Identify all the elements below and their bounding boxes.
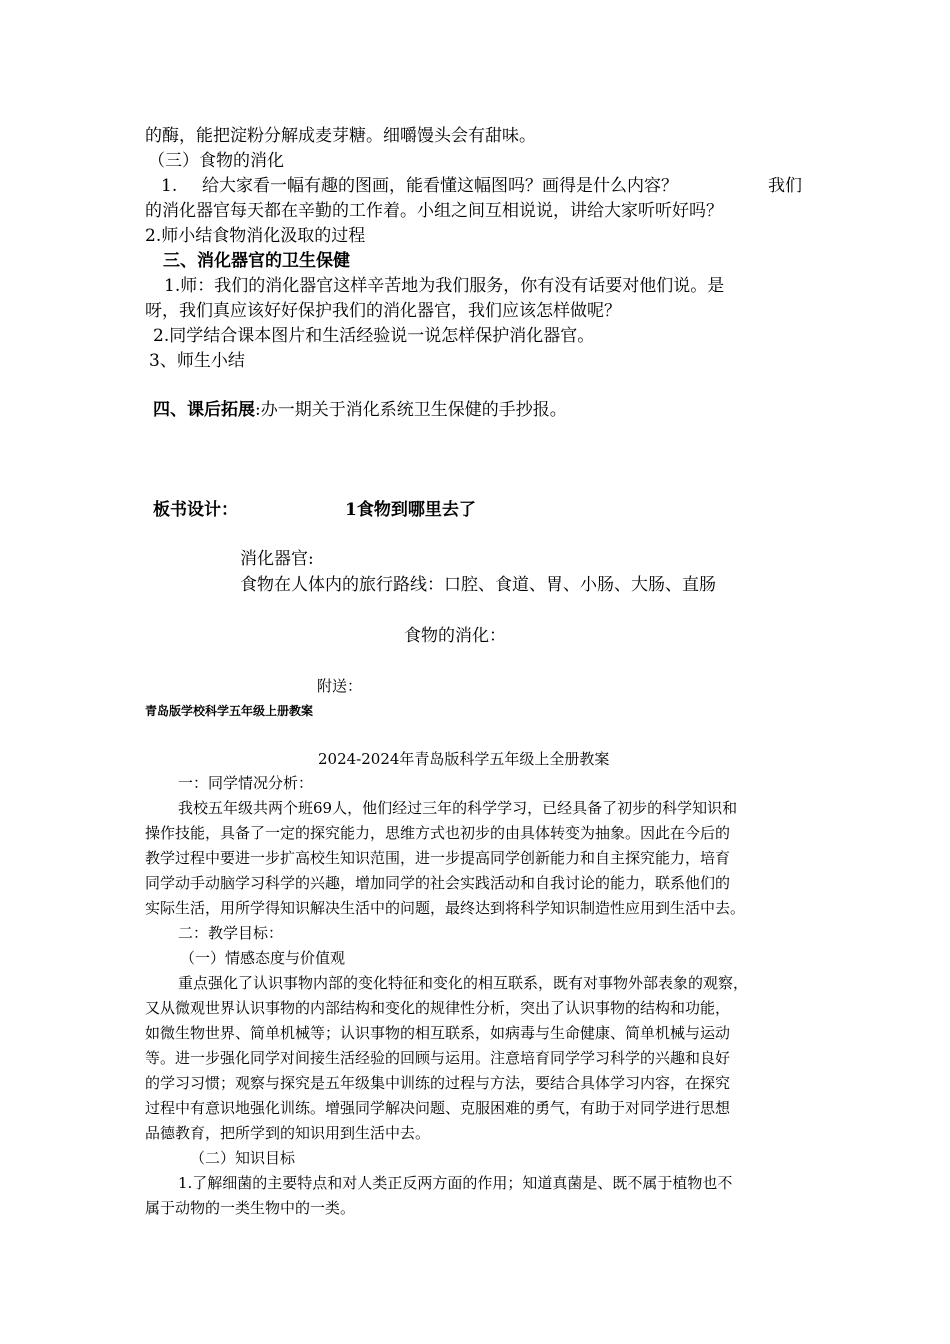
document-title: 2024-2024年青岛版科学五年级上全册教案 [318,750,610,768]
section-heading-hygiene: 三、消化器官的卫生保健 [163,251,350,271]
section-heading-food-digestion: （三）食物的消化 [148,151,284,171]
text-line-number: 1. [161,176,178,196]
attachment-label: 附送： [317,677,363,695]
text-line: 我们 [768,176,802,196]
text-line: 1.师：我们的消化器官这样辛苦地为我们服务，你有没有话要对他们说。是 [164,276,725,296]
board-design-label: 板书设计： [153,500,238,520]
paragraph-line: 操作技能，具备了一定的探究能力，思维方式也初步的由具体转变为抽象。因此在今后的 [145,824,731,842]
paragraph-line: 过程中有意识地强化训练。增强同学解决问题、克服困难的勇气，有助于对同学进行思想 [145,1099,731,1117]
text-line: 2.师小结食物消化汲取的过程 [145,226,366,246]
attachment-heading: 青岛版学校科学五年级上册教案 [145,704,314,718]
paragraph-line: 属于动物的一类生物中的一类。 [145,1199,356,1217]
subsection-heading-knowledge: （二）知识目标 [190,1149,296,1167]
paragraph-line: 我校五年级共两个班69人，他们经过三年的科学学习，已经具备了初步的科学知识和 [178,799,738,817]
extension-text: :办一期关于消化系统卫生保健的手抄报。 [255,400,567,420]
text-line: 的消化器官每天都在辛勤的工作着。小组之间互相说说，讲给大家听听好吗？ [145,201,723,221]
paragraph-line: 等。进一步强化同学对间接生活经验的回顾与运用。注意培育同学学习科学的兴趣和良好 [145,1049,731,1067]
paragraph-line: 同学动手动脑学习科学的兴趣，增加同学的社会实践活动和自我讨论的能力，联系他们的 [145,874,731,892]
section-heading-teaching-goals: 二：教学目标： [178,924,284,942]
paragraph-line: 品德教育，把所学到的知识用到生活中去。 [145,1124,431,1142]
paragraph-line: 重点强化了认识事物内部的变化特征和变化的相互联系，既有对事物外部表象的观察， [178,974,749,992]
board-digestion: 食物的消化： [404,626,506,646]
extension-line [153,402,567,419]
board-design-title: 1食物到哪里去了 [345,500,476,520]
text-line: 的酶，能把淀粉分解成麦芽糖。细嚼馒头会有甜味。 [145,126,536,146]
subsection-heading-attitude: （一）情感态度与价值观 [180,949,346,967]
paragraph-line: 又从微观世界认识事物的内部结构和变化的规律性分析，突出了认识事物的结构和功能， [145,999,731,1017]
board-route: 食物在人体内的旅行路线：口腔、食道、胃、小肠、大肠、直肠 [240,575,716,595]
board-organs: 消化器官: [240,549,314,569]
text-line: 2.同学结合课本图片和生活经验说一说怎样保护消化器官。 [153,326,595,346]
paragraph-line: 实际生活，用所学得知识解决生活中的问题，最终达到将科学知识制造性应用到生活中去。 [145,899,746,917]
paragraph-line: 教学过程中要进一步扩高校生知识范围，进一步提高同学创新能力和自主探究能力，培育 [145,849,731,867]
section-heading-extension: 四、课后拓展 [153,400,255,420]
section-heading-student-analysis: 一：同学情况分析： [178,774,314,792]
text-line: 给大家看一幅有趣的图画，能看懂这幅图吗？画得是什么内容？ [202,176,678,196]
paragraph-line: 1.了解细菌的主要特点和对人类正反两方面的作用；知道真菌是、既不属于植物也不 [178,1174,733,1192]
text-line: 呀，我们真应该好好保护我们的消化器官，我们应该怎样做呢？ [145,301,621,321]
text-line: 3、师生小结 [149,351,245,371]
paragraph-line: 如微生物世界、简单机械等；认识事物的相互联系，如病毒与生命健康、简单机械与运动 [145,1024,731,1042]
paragraph-line: 的学习习惯；观察与探究是五年级集中训练的过程与方法，要结合具体学习内容，在探究 [145,1074,731,1092]
